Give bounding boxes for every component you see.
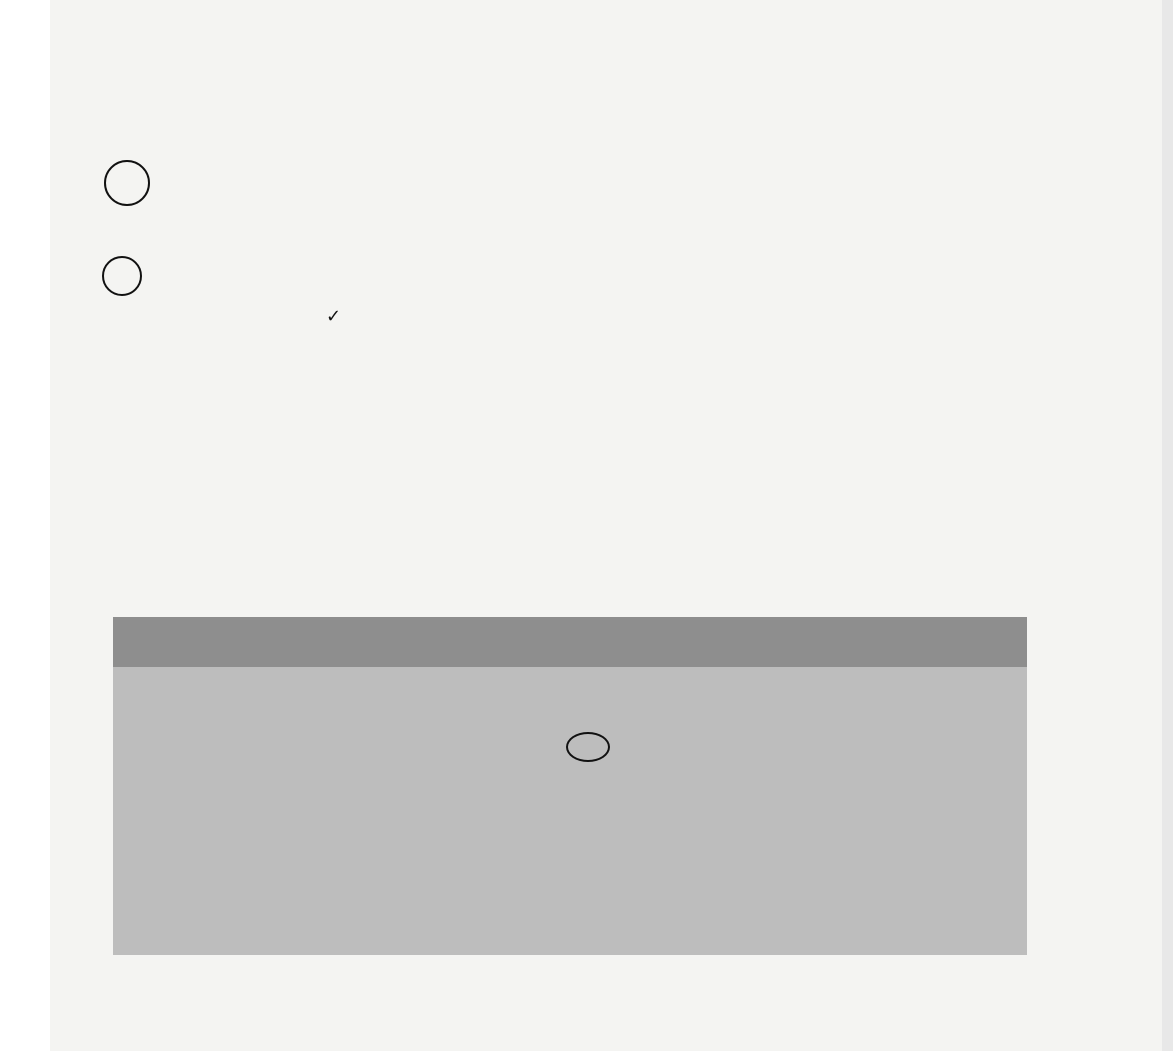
left-margin (0, 0, 50, 1051)
hand-circle-89 (102, 256, 142, 296)
check-mark-icon: ✓ (326, 306, 342, 327)
right-scrollbar[interactable] (1162, 0, 1173, 1051)
hand-circle-26 (566, 732, 610, 762)
answer-key-title (113, 617, 1027, 667)
hand-circle-88 (104, 160, 150, 206)
answer-key-box (113, 617, 1027, 955)
